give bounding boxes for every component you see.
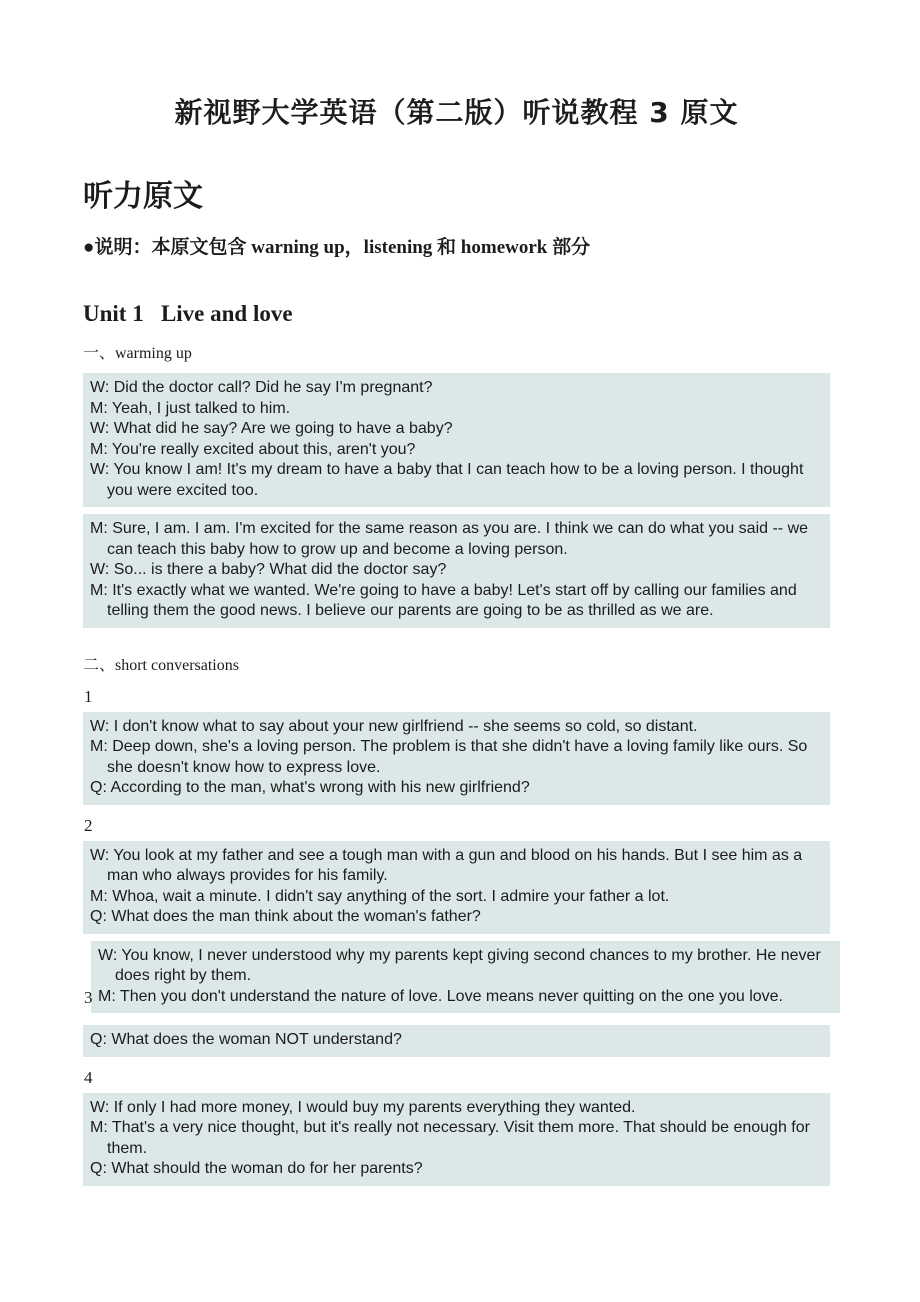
question-line: Q: What does the man think about the woman's father? bbox=[90, 908, 481, 925]
dialog-line-w: W: You know, I never understood why my parents kept giving second chances to my brother. He never does right by them. bbox=[98, 946, 821, 984]
short-conversations-section-label: 二、short conversations bbox=[83, 656, 239, 674]
dialog-line-m: M: Then you don't understand the nature of love. Love means never quitting on the one you love. bbox=[98, 987, 783, 1005]
warming-up-dialog-block-1 bbox=[83, 373, 830, 507]
dialog-line-m: M: Deep down, she's a loving person. The problem is that she didn't have a loving family like ours. So she doesn't know how to express love. bbox=[90, 738, 808, 776]
dialog-line-w: W: So... is there a baby? What did the doctor say? bbox=[90, 561, 447, 578]
dialog-line-m: M: Yeah, I just talked to him. bbox=[90, 399, 291, 417]
dialog-line-w: W: If only I had more money, I would buy my parents everything they wanted. bbox=[90, 1098, 636, 1116]
conversation-2-block bbox=[83, 841, 830, 934]
conversation-1-block bbox=[83, 712, 830, 805]
conversation-number-2: 2 bbox=[84, 815, 93, 835]
unit-1-heading: Unit 1 Live and love bbox=[83, 301, 293, 326]
dialog-line-m: M: That's a very nice thought, but it's really not necessary. Visit them more. That should be enough for them. bbox=[90, 1119, 810, 1157]
question-line: Q: What should the woman do for her parents? bbox=[90, 1160, 423, 1177]
listening-transcript-heading: 听力原文 bbox=[83, 179, 203, 214]
conversation-3-question-block bbox=[83, 1025, 830, 1057]
warming-up-section-label: 一、warming up bbox=[83, 345, 192, 362]
dialog-line-w: W: What did he say? Are we going to have a baby? bbox=[90, 420, 453, 437]
dialog-line-m: M: Sure, I am. I am. I'm excited for the same reason as you are. I think we can do what you said -- we can teach this baby how to grow up and become a loving person. bbox=[90, 520, 809, 558]
conversation-number-3: 3 bbox=[84, 988, 93, 1007]
dialog-line-w: W: I don't know what to say about your new girlfriend -- she seems so cold, so distant. bbox=[90, 717, 698, 735]
dialog-line-w: W: You look at my father and see a tough man with a gun and blood on his hands. But I see him as a man who always provides for his family. bbox=[90, 846, 803, 884]
conversation-4-block bbox=[83, 1093, 830, 1186]
question-line: Q: According to the man, what's wrong with his new girlfriend? bbox=[90, 779, 530, 796]
dialog-line-m: M: You're really excited about this, aren't you? bbox=[90, 440, 416, 458]
dialog-line-m: M: It's exactly what we wanted. We're going to have a baby! Let's start off by calling our families and telling them the good news. I believe our parents are going to be as thrilled as we are. bbox=[90, 581, 797, 619]
document-title: 新视野大学英语（第二版）听说教程 3 原文 bbox=[174, 96, 739, 129]
scope-note: ●说明：本原文包含 warning up，listening 和 homework 部分 bbox=[83, 237, 591, 258]
dialog-line-w: W: You know I am! It's my dream to have a baby that I can teach how to be a loving person. I thought you were excited too. bbox=[90, 461, 804, 499]
warming-up-dialog-block-2 bbox=[83, 514, 830, 628]
dialog-line-w: W: Did the doctor call? Did he say I'm pregnant? bbox=[90, 379, 433, 396]
question-line: Q: What does the woman NOT understand? bbox=[90, 1031, 402, 1048]
conversation-number-1: 1 bbox=[84, 686, 93, 706]
conversation-number-4: 4 bbox=[84, 1067, 93, 1087]
dialog-line-m: M: Whoa, wait a minute. I didn't say anything of the sort. I admire your father a lot. bbox=[90, 887, 670, 905]
